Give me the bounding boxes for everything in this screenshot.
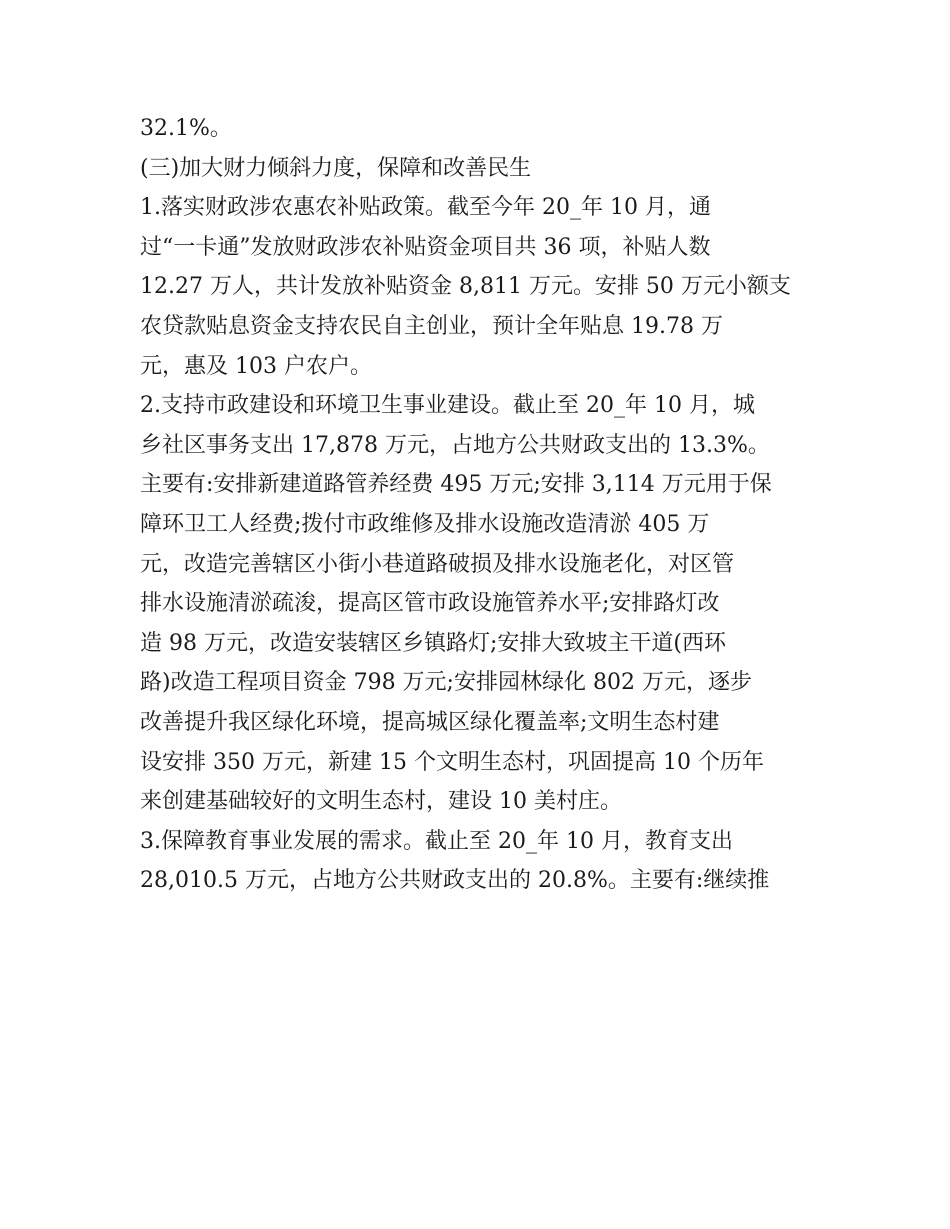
text-line: 过“一卡通”发放财政涉农补贴资金项目共 36 项，补贴人数 [140, 234, 711, 260]
text-line: 来创建基础较好的文明生态村，建设 10 美村庄。 [140, 789, 622, 815]
section-heading: (三)加大财力倾斜力度，保障和改善民生 [140, 155, 532, 181]
text-line: 障环卫工人经费;拨付市政维修及排水设施改造清淤 405 万 [140, 511, 710, 537]
body-text [140, 109, 820, 901]
text-line: 乡社区事务支出 17,878 万元，占地方公共财政支出的 13.3%。 [140, 432, 770, 458]
text-line: 造 98 万元，改造安装辖区乡镇路灯;安排大致坡主干道(西环 [140, 630, 726, 656]
text-line: 设安排 350 万元，新建 15 个文明生态村，巩固提高 10 个历年 [140, 749, 764, 775]
text-line: 元，改造完善辖区小街小巷道路破损及排水设施老化，对区管 [140, 551, 735, 577]
text-line: 12.27 万人，共计发放补贴资金 8,811 万元。安排 50 万元小额支 [140, 274, 791, 300]
text-line: 主要有:安排新建道路管养经费 495 万元;安排 3,114 万元用于保 [140, 472, 772, 498]
text-line: 2.支持市政建设和环境卫生事业建设。截止至 20_年 10 月，城 [140, 393, 755, 419]
text-line: 路)改造工程项目资金 798 万元;安排园林绿化 802 万元，逐步 [140, 670, 752, 696]
text-line: 28,010.5 万元，占地方公共财政支出的 20.8%。主要有:继续推 [140, 868, 770, 894]
text-line: 32.1%。 [140, 116, 232, 141]
text-line: 3.保障教育事业发展的需求。截止至 20_年 10 月，教育支出 [140, 828, 733, 854]
text-line: 排水设施清淤疏浚，提高区管市政设施管养水平;安排路灯改 [140, 591, 720, 617]
text-line: 农贷款贴息资金支持农民自主创业，预计全年贴息 19.78 万 [140, 313, 723, 339]
text-line: 改善提升我区绿化环境，提高城区绿化覆盖率;文明生态村建 [140, 709, 720, 735]
text-line: 1.落实财政涉农惠农补贴政策。截至今年 20_年 10 月，通 [140, 195, 711, 221]
text-line: 元，惠及 103 户农户。 [140, 353, 372, 379]
